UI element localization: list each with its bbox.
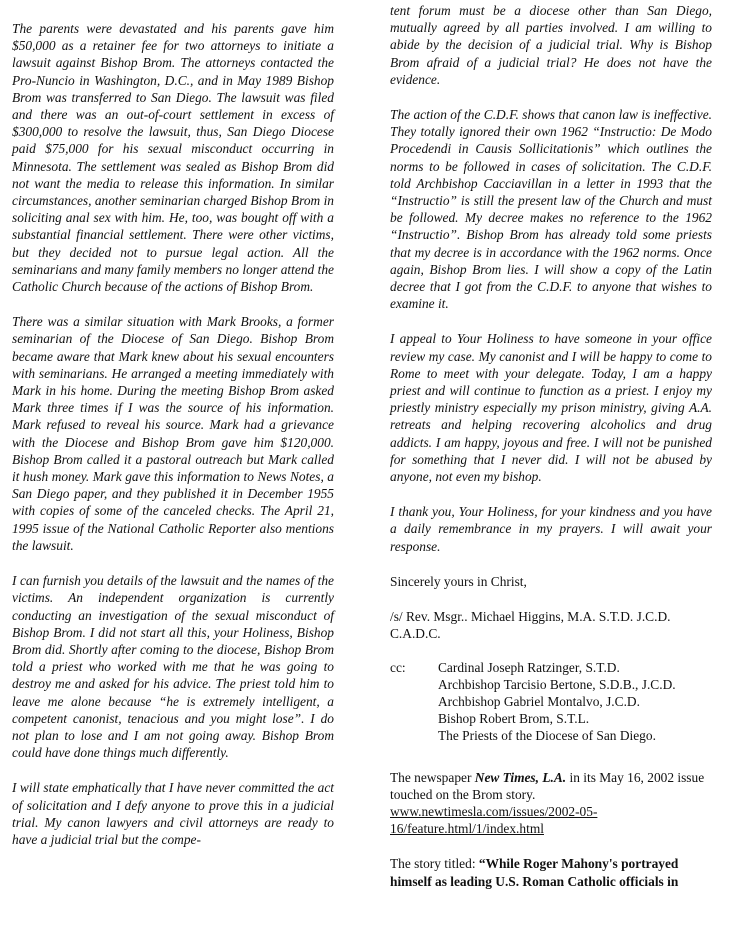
news-suffix: in its May 16, 2002 issue touched on the Brom story. bbox=[390, 769, 705, 802]
news-paragraph bbox=[390, 769, 712, 838]
paragraph-appeal: I appeal to Your Holiness to have someone in your office review my case. My canonist and I will be happy to come to Rome to meet with your delegate. Today, I am a happy priest and will continue to function as a priest. I enjoy my priestly ministry especially my prison ministry, giving A.A. retreats and helping recovering alcoholics and drug addicts. I am happy, joyous and free. I will not be punished for something that I never did. I will not be abused by anyone, not even my bishop. bbox=[390, 331, 712, 485]
cc-block bbox=[390, 659, 712, 745]
story-paragraph bbox=[390, 855, 712, 889]
cc-list bbox=[438, 659, 676, 745]
closing: Sincerely yours in Christ, bbox=[390, 573, 527, 589]
cc-label: cc: bbox=[390, 659, 406, 675]
newspaper-name: New Times, L.A. bbox=[474, 769, 567, 785]
cc-recipient: Archbishop Gabriel Montalvo, J.C.D. bbox=[438, 693, 640, 709]
paragraph-thanks: I thank you, Your Holiness, for your kindness and you have a daily remembrance in my prayers. I will await your response. bbox=[390, 504, 712, 554]
cc-recipient: Archbishop Tarcisio Bertone, S.D.B., J.C.D. bbox=[438, 676, 676, 692]
paragraph-lawsuit-settlement: The parents were devastated and his parents gave him $50,000 as a retainer fee for two attorneys to initiate a lawsuit against Bishop Brom. The attorneys contacted the Pro-Nuncio in Washington, D.C., and in May 1989 Bishop Brom was transferred to San Diego. The lawsuit was filed and there was an out-of-court settlement in excess of $300,000 to resolve the lawsuit, thus, San Diego Diocese paid $75,000 for his sexual misconduct occurring in Minnesota. The settlement was sealed as Bishop Brom did not want the media to release this information. In similar circumstances, another seminarian charged Bishop Brom in soliciting anal sex with him. He, too, was bought off with a substantial financial settlement. There were other victims, but they decided not to pursue legal action. All the seminarians and many family members no longer attend the Catholic Church because of the actions of Bishop Brom. bbox=[12, 21, 334, 295]
cc-recipient: Cardinal Joseph Ratzinger, S.T.D. bbox=[438, 659, 620, 675]
paragraph-furnish-details: I can furnish you details of the lawsuit and the names of the victims. An independent organization is currently conducting an investigation of the sexual misconduct of Bishop Brom. I did not start all this, your Holiness, Bishop Brom did. Shortly after coming to the diocese, Bishop Brom told a priest who worked with me that he was going to destroy me and asked for his advice. The priest told him to leave me alone because “he is extremely intelligent, a competent canonist, tenacious and you might lose”. I do not plan to lose and I am not going away. Bishop Brom could have done things much differently. bbox=[12, 573, 334, 761]
signature: /s/ Rev. Msgr.. Michael Higgins, M.A. S.T.D. J.C.D. C.A.D.C. bbox=[390, 609, 671, 642]
story-prefix: The story titled: bbox=[390, 856, 479, 872]
paragraph-mark-brooks: There was a similar situation with Mark Brooks, a former seminarian of the Diocese of San Diego. Bishop Brom became aware that Mark knew about his sexual encounters with seminarians. He arranged a meeting immediately with Mark in his home. During the meeting Bishop Brom asked Mark three times if I was the source of his information. Mark refused to reveal his source. Mark had a grievance with the Diocese and Bishop Brom gave him $120,000. Bishop Brom called it a pastoral outreach but Mark called it hush money. Mark gave this information to News Notes, a San Diego paper, and they published it in December 1955 with copies of some of the canceled checks. The April 21, 1995 issue of the National Catholic Reporter also mentions the lawsuit. bbox=[12, 314, 334, 553]
news-prefix: The newspaper bbox=[390, 769, 475, 785]
cc-recipient: Bishop Robert Brom, S.T.L. bbox=[438, 711, 590, 727]
left-column bbox=[12, 20, 334, 866]
paragraph-cdf-action: The action of the C.D.F. shows that canon law is ineffective. They totally ignored their own 1962 “Instructio: De Modo Procedendi in Causis Sollicitationis” which outlines the norms to be followed in cases of solicitation. The C.D.F. told Archbishop Cacciavillan in a letter in 1993 that the “Instructio” is still the present law of the Church and must be followed. My decree makes no reference to the 1962 “Instructio”. Bishop Brom has already told some priests that my decree is in accordance with the 1962 norms. Once again, Bishop Brom lies. I will show a copy of the Latin decree that I got from the C.D.F. to anyone that wishes to examine it. bbox=[390, 107, 712, 312]
paragraph-competent-forum: tent forum must be a diocese other than San Diego, mutually agreed by all parties involved. I am willing to abide by the decision of a judicial trial. Why is Bishop Brom afraid of a judicial trial? He does not have the evidence. bbox=[390, 3, 712, 87]
cc-recipient: The Priests of the Diocese of San Diego. bbox=[438, 728, 656, 744]
story-title: “While Roger Mahony's portrayed himself as leading U.S. Roman Catholic officials in bbox=[390, 856, 679, 889]
article-link[interactable]: www.newtimesla.com/issues/2002-05-16/feature.html/1/index.html bbox=[390, 803, 598, 837]
paragraph-emphatic-denial: I will state emphatically that I have never committed the act of solicitation and I defy anyone to prove this in a judicial trial. My canon lawyers and civil attorneys are ready to have a judicial trial but the compe- bbox=[12, 780, 334, 847]
right-column bbox=[390, 2, 712, 908]
